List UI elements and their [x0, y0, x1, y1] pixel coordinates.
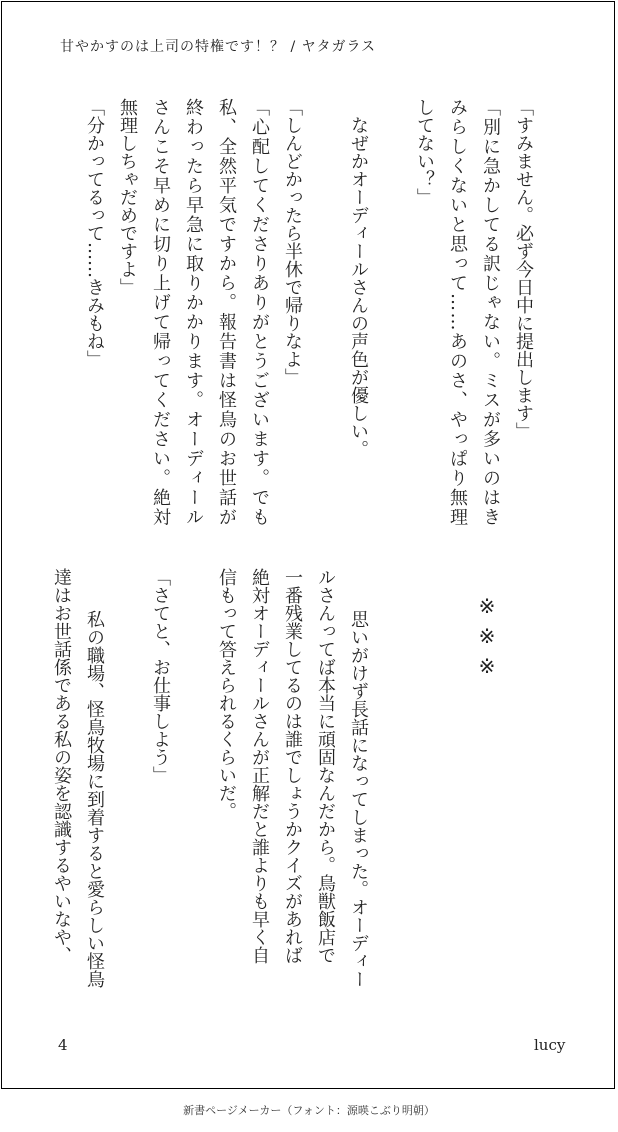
text-column: 私の職場、怪鳥牧場に到着すると愛らしい怪鳥 — [84, 592, 105, 988]
text-column: 達はお世話係である私の姿を認識するやいなや、 — [51, 568, 72, 964]
text-column: みらしくないと思って……あのさ、やっぱり無理 — [447, 98, 468, 527]
text-column: 「別に急かしてる訳じゃない。ミスが多いのはき — [480, 98, 501, 527]
text-column: 私、全然平気ですから。報告書は怪鳥のお世話が — [216, 98, 237, 527]
author-name: lucy — [534, 1036, 566, 1054]
book-page — [1, 1, 615, 1089]
text-column: 思いがけず長話になってしまった。オーディー — [348, 592, 369, 988]
section-break-mark: ※※※ — [475, 594, 499, 684]
generator-credit: 新書ページメーカー（フォント：源暎こぶり明朝） — [183, 1104, 435, 1117]
text-column: 「心配してくださりありがとうございます。でも — [249, 98, 270, 527]
text-column: 「すみません。必ず今日中に提出します」 — [513, 98, 534, 440]
text-column: してない？」 — [414, 98, 435, 206]
text-column: 一番残業してるのは誰でしょうかクイズがあれば — [282, 568, 303, 964]
text-column: ルさんってば本当に頑固なんだから。鳥獣飯店で — [315, 568, 336, 964]
running-header: 甘やかすのは上司の特権です！？ / ヤタガラス — [60, 39, 377, 55]
text-column: 「分かってるって……きみもね」 — [84, 98, 105, 368]
text-column: 信もって答えられるくらいだ。 — [216, 568, 237, 820]
text-column: 「さてと、お仕事しよう」 — [150, 568, 171, 784]
text-column: 終わったら早急に取りかかります。オーディール — [183, 98, 204, 527]
text-column: なぜかオーディールさんの声色が優しい。 — [348, 98, 369, 458]
text-column: 絶対オーディールさんが正解だと誰よりも早く自 — [249, 568, 270, 964]
text-column: 無理しちゃだめですよ」 — [117, 98, 138, 296]
text-column: さんこそ早めに切り上げて帰ってください。絶対 — [150, 98, 171, 527]
page-number: 4 — [58, 1036, 68, 1054]
text-column: 「しんどかったら半休で帰りなよ」 — [282, 98, 303, 386]
